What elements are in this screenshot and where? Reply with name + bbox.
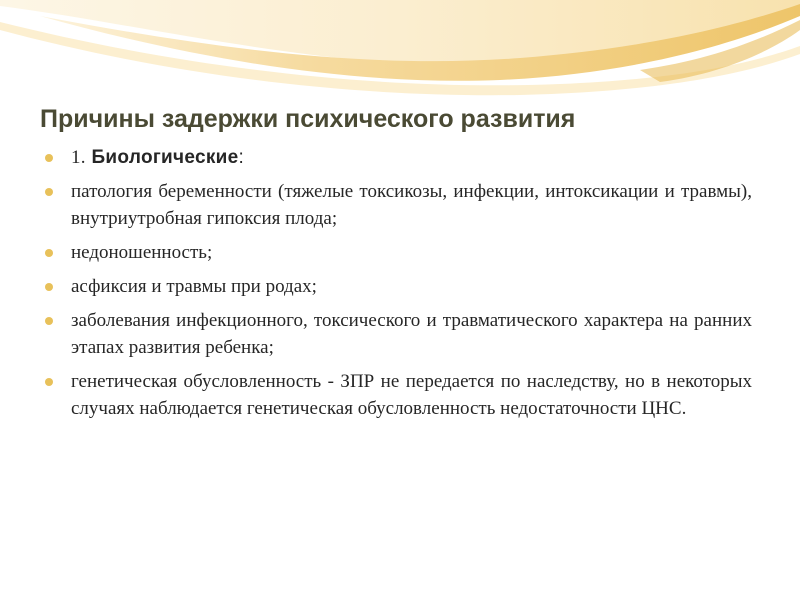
list-item-suffix: : bbox=[238, 147, 245, 168]
bullet-dot-icon bbox=[45, 249, 53, 257]
list-item-text: заболевания инфекционного, токсического и травматического характера на ранних этапах развития ребенка; bbox=[71, 310, 752, 358]
list-item bbox=[40, 273, 752, 300]
list-item bbox=[40, 144, 752, 171]
list-item-text: недоношенность; bbox=[71, 242, 213, 263]
list-item-text: генетическая обусловленность - ЗПР не передается по наследству, но в некоторых случаях наблюдается генетическая обусловленность недостаточности ЦНС. bbox=[71, 371, 752, 419]
list-item-number: 1. bbox=[71, 147, 86, 168]
bullet-dot-icon bbox=[45, 154, 53, 162]
list-item bbox=[40, 178, 752, 232]
bullet-dot-icon bbox=[45, 188, 53, 196]
list-item-text: патология беременности (тяжелые токсикозы, инфекции, интоксикации и травмы), внутриутробная гипоксия плода; bbox=[71, 181, 752, 229]
decorative-wave-header bbox=[0, 0, 800, 110]
slide-title: Причины задержки психического развития bbox=[40, 105, 576, 133]
bullet-dot-icon bbox=[45, 378, 53, 386]
bullet-list bbox=[40, 144, 752, 429]
list-item-text: асфиксия и травмы при родах; bbox=[71, 276, 317, 297]
list-item bbox=[40, 307, 752, 361]
list-item bbox=[40, 368, 752, 422]
bullet-dot-icon bbox=[45, 317, 53, 325]
bullet-dot-icon bbox=[45, 283, 53, 291]
list-item bbox=[40, 239, 752, 266]
list-item-heading: Биологические bbox=[91, 147, 239, 168]
